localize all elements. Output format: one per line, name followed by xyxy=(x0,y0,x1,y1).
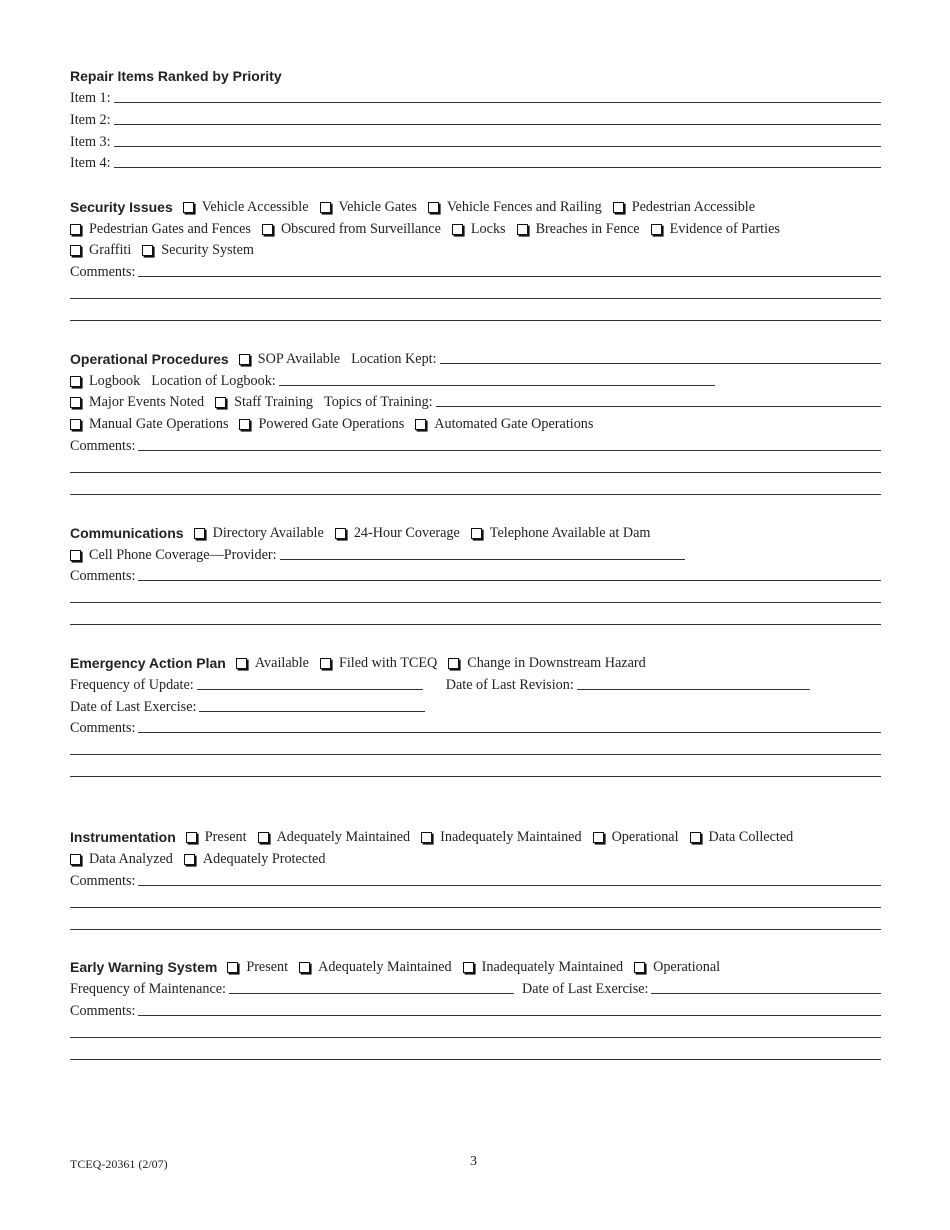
checkbox[interactable] xyxy=(634,962,645,973)
gate-ops-option[interactable]: Powered Gate Operations xyxy=(239,416,404,432)
ews-option[interactable]: Adequately Maintained xyxy=(299,959,452,975)
comment-line[interactable] xyxy=(70,1059,881,1060)
checkbox[interactable] xyxy=(262,224,273,235)
security-comments-field[interactable] xyxy=(138,276,881,277)
repair-section-heading-line xyxy=(70,66,881,84)
checkbox[interactable] xyxy=(70,224,81,235)
ews-comments-row xyxy=(70,1001,881,1019)
instrumentation-option[interactable]: Adequately Protected xyxy=(184,851,326,867)
ews-last-exercise-label: Date of Last Exercise: xyxy=(522,981,649,997)
operational-row-2 xyxy=(70,371,881,389)
instrumentation-option[interactable]: Data Analyzed xyxy=(70,851,173,867)
checkbox[interactable] xyxy=(183,202,194,213)
security-option[interactable]: Breaches in Fence xyxy=(517,221,640,237)
comments-label: Comments: xyxy=(70,568,136,584)
checkbox[interactable] xyxy=(142,245,153,256)
gate-ops-option[interactable]: Manual Gate Operations xyxy=(70,416,228,432)
form-page xyxy=(70,0,881,1230)
freq-update-field[interactable] xyxy=(197,689,423,690)
checkbox[interactable] xyxy=(227,962,238,973)
eap-option[interactable]: Change in Downstream Hazard xyxy=(448,655,645,671)
eap-option[interactable]: Filed with TCEQ xyxy=(320,655,437,671)
instrumentation-option[interactable]: Inadequately Maintained xyxy=(421,829,581,845)
checkbox[interactable] xyxy=(70,376,81,387)
last-revision-label: Date of Last Revision: xyxy=(445,677,574,693)
comment-line[interactable] xyxy=(70,624,881,625)
communications-comments-field[interactable] xyxy=(138,580,881,581)
security-option[interactable]: Vehicle Fences and Railing xyxy=(428,199,602,215)
repair-item-1-field[interactable] xyxy=(114,102,881,103)
communications-row-2 xyxy=(70,545,881,563)
checkbox[interactable] xyxy=(184,854,195,865)
eap-heading: Emergency Action Plan xyxy=(70,655,226,671)
checkbox[interactable] xyxy=(70,854,81,865)
security-option[interactable]: Obscured from Surveillance xyxy=(262,221,441,237)
comment-line[interactable] xyxy=(70,298,881,299)
communications-heading: Communications xyxy=(70,525,184,541)
checkbox[interactable] xyxy=(421,832,432,843)
comment-line[interactable] xyxy=(70,472,881,473)
security-comments-row xyxy=(70,262,881,280)
freq-update-label: Frequency of Update: xyxy=(70,677,194,693)
security-option[interactable]: Vehicle Accessible xyxy=(183,199,309,215)
instrumentation-option[interactable]: Present xyxy=(186,829,247,845)
checkbox[interactable] xyxy=(70,419,81,430)
checkbox[interactable] xyxy=(471,528,482,539)
eap-row-3 xyxy=(70,697,881,715)
freq-maint-field[interactable] xyxy=(229,993,514,994)
checkbox[interactable] xyxy=(194,528,205,539)
repair-item-3-row xyxy=(70,132,881,150)
ews-option[interactable]: Inadequately Maintained xyxy=(463,959,623,975)
gate-ops-option[interactable]: Automated Gate Operations xyxy=(415,416,593,432)
checkbox[interactable] xyxy=(613,202,624,213)
page-number: 3 xyxy=(470,1154,477,1169)
checkbox[interactable] xyxy=(186,832,197,843)
instrumentation-option[interactable]: Operational xyxy=(593,829,679,845)
operational-comments-row xyxy=(70,436,881,454)
logbook-option[interactable]: Logbook xyxy=(70,373,140,389)
instrumentation-option[interactable]: Adequately Maintained xyxy=(258,829,411,845)
checkbox[interactable] xyxy=(517,224,528,235)
checkbox[interactable] xyxy=(239,354,250,365)
location-logbook-label: Location of Logbook: xyxy=(151,373,276,389)
operational-comments-field[interactable] xyxy=(138,450,881,451)
eap-comments-field[interactable] xyxy=(138,732,881,733)
eap-comments-row xyxy=(70,718,881,736)
comment-line[interactable] xyxy=(70,602,881,603)
instrumentation-heading: Instrumentation xyxy=(70,829,176,845)
checkbox[interactable] xyxy=(593,832,604,843)
checkbox[interactable] xyxy=(236,658,247,669)
comments-label: Comments: xyxy=(70,264,136,280)
security-row-1 xyxy=(70,197,881,215)
last-exercise-field[interactable] xyxy=(199,711,425,712)
security-option[interactable]: Evidence of Parties xyxy=(651,221,780,237)
checkbox[interactable] xyxy=(452,224,463,235)
repair-item-label: Item 4: xyxy=(70,155,111,171)
repair-item-3-field[interactable] xyxy=(114,146,881,147)
ews-row-1 xyxy=(70,957,881,975)
communications-option[interactable]: Directory Available xyxy=(194,525,324,541)
communications-option[interactable]: 24-Hour Coverage xyxy=(335,525,460,541)
checkbox[interactable] xyxy=(70,245,81,256)
freq-maint-label: Frequency of Maintenance: xyxy=(70,981,227,997)
security-row-3 xyxy=(70,240,881,258)
security-heading: Security Issues xyxy=(70,199,173,215)
comment-line[interactable] xyxy=(70,907,881,908)
eap-row-1 xyxy=(70,653,881,671)
checkbox[interactable] xyxy=(320,202,331,213)
topics-training-field[interactable] xyxy=(436,406,881,407)
instrumentation-option[interactable]: Data Collected xyxy=(690,829,794,845)
checkbox[interactable] xyxy=(320,658,331,669)
location-kept-label: Location Kept: xyxy=(351,351,437,367)
checkbox[interactable] xyxy=(258,832,269,843)
repair-item-label: Item 1: xyxy=(70,90,111,106)
sop-option[interactable]: SOP Available xyxy=(239,351,340,367)
checkbox[interactable] xyxy=(215,397,226,408)
checkbox[interactable] xyxy=(448,658,459,669)
location-kept-field[interactable] xyxy=(440,363,881,364)
instrumentation-comments-field[interactable] xyxy=(138,885,881,886)
repair-item-2-field[interactable] xyxy=(114,124,881,125)
comment-line[interactable] xyxy=(70,776,881,777)
major-events-option[interactable]: Major Events Noted xyxy=(70,394,204,410)
eap-row-2 xyxy=(70,675,881,693)
comment-line[interactable] xyxy=(70,929,881,930)
checkbox[interactable] xyxy=(415,419,426,430)
ews-option[interactable]: Operational xyxy=(634,959,720,975)
topics-training-label: Topics of Training: xyxy=(324,394,433,410)
repair-item-2-row xyxy=(70,110,881,128)
communications-option[interactable]: Telephone Available at Dam xyxy=(471,525,651,541)
security-option[interactable]: Pedestrian Accessible xyxy=(613,199,755,215)
cell-provider-field[interactable] xyxy=(280,559,685,560)
checkbox[interactable] xyxy=(428,202,439,213)
ews-row-2 xyxy=(70,979,881,997)
security-option[interactable]: Pedestrian Gates and Fences xyxy=(70,221,251,237)
checkbox[interactable] xyxy=(70,397,81,408)
checkbox[interactable] xyxy=(70,550,81,561)
comments-label: Comments: xyxy=(70,1003,136,1019)
eap-option[interactable]: Available xyxy=(236,655,309,671)
cell-phone-option[interactable]: Cell Phone Coverage—Provider: xyxy=(70,547,277,563)
comments-label: Comments: xyxy=(70,873,136,889)
checkbox[interactable] xyxy=(463,962,474,973)
communications-row-1 xyxy=(70,523,881,541)
security-option[interactable]: Locks xyxy=(452,221,506,237)
ews-last-exercise-field[interactable] xyxy=(651,993,881,994)
staff-training-option[interactable]: Staff Training xyxy=(215,394,313,410)
ews-heading: Early Warning System xyxy=(70,959,218,975)
repair-item-4-field[interactable] xyxy=(114,167,881,168)
checkbox[interactable] xyxy=(690,832,701,843)
checkbox[interactable] xyxy=(651,224,662,235)
comment-line[interactable] xyxy=(70,494,881,495)
repair-item-label: Item 3: xyxy=(70,134,111,150)
repair-item-1-row xyxy=(70,88,881,106)
operational-row-1 xyxy=(70,349,881,367)
comment-line[interactable] xyxy=(70,754,881,755)
operational-row-3 xyxy=(70,392,881,410)
repair-heading: Repair Items Ranked by Priority xyxy=(70,68,282,84)
comments-label: Comments: xyxy=(70,720,136,736)
instrumentation-comments-row xyxy=(70,871,881,889)
security-option[interactable]: Security System xyxy=(142,242,254,258)
instrumentation-row-2 xyxy=(70,849,881,867)
repair-item-4-row xyxy=(70,153,881,171)
comment-line[interactable] xyxy=(70,1037,881,1038)
form-id: TCEQ-20361 (2/07) xyxy=(70,1157,168,1171)
last-exercise-label: Date of Last Exercise: xyxy=(70,699,197,715)
checkbox[interactable] xyxy=(335,528,346,539)
operational-row-4 xyxy=(70,414,881,432)
last-revision-field[interactable] xyxy=(577,689,810,690)
security-option[interactable]: Vehicle Gates xyxy=(320,199,417,215)
comment-line[interactable] xyxy=(70,320,881,321)
comments-label: Comments: xyxy=(70,438,136,454)
ews-comments-field[interactable] xyxy=(138,1015,881,1016)
communications-comments-row xyxy=(70,566,881,584)
security-option[interactable]: Graffiti xyxy=(70,242,131,258)
location-logbook-field[interactable] xyxy=(279,385,715,386)
checkbox[interactable] xyxy=(239,419,250,430)
checkbox[interactable] xyxy=(299,962,310,973)
security-row-2 xyxy=(70,219,881,237)
operational-heading: Operational Procedures xyxy=(70,351,229,367)
ews-option[interactable]: Present xyxy=(227,959,288,975)
repair-item-label: Item 2: xyxy=(70,112,111,128)
instrumentation-row-1 xyxy=(70,827,881,845)
